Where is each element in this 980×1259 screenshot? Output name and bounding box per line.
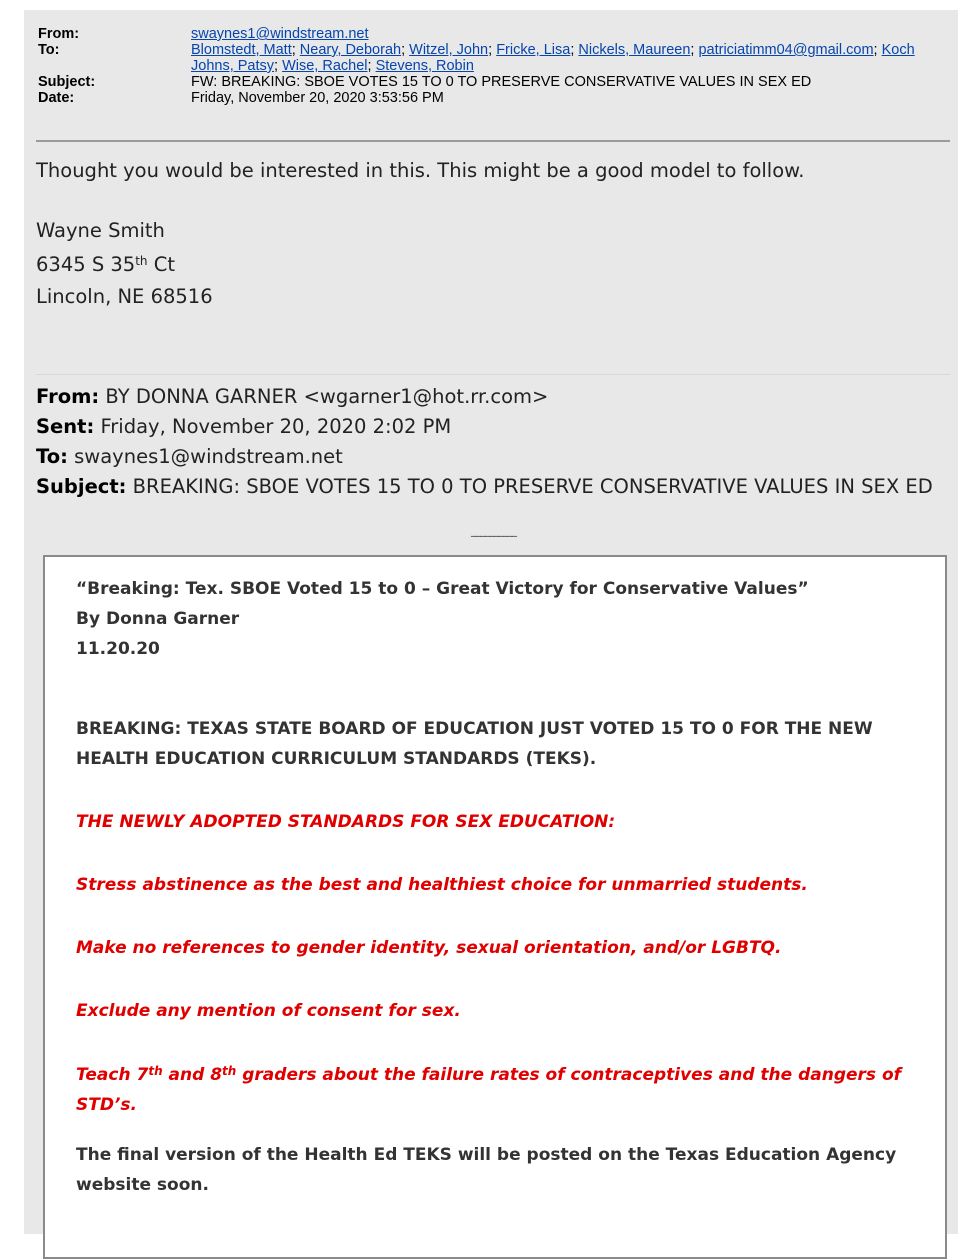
signature-name: Wayne Smith: [36, 219, 165, 242]
point4-part: graders about the failure rates of contraceptives and the dangers of STD’s.: [76, 1065, 902, 1115]
fwd-sent-value: Friday, November 20, 2020 2:02 PM: [94, 415, 452, 438]
header-date-label: Date:: [38, 90, 75, 106]
header-recipients: [191, 42, 952, 74]
fwd-from-value: BY DONNA GARNER <wgarner1@hot.rr.com>: [99, 385, 549, 408]
signature-city: Lincoln, NE 68516: [36, 285, 213, 308]
fwd-sent-row: [36, 412, 933, 442]
standard-point-4: [76, 1060, 926, 1120]
header-from-row: [38, 26, 952, 42]
fwd-to-label: To:: [36, 445, 68, 468]
fwd-sent-label: Sent:: [36, 415, 95, 438]
recipient-link[interactable]: Nickels, Maureen: [578, 42, 691, 58]
address-superscript: th: [135, 254, 148, 268]
recipient-link[interactable]: Blomstedt, Matt: [191, 42, 292, 58]
recipient-link[interactable]: Koch Johns, Patsy: [191, 42, 915, 74]
article-final-note: The final version of the Health Ed TEKS will be posted on the Texas Education Agency website soon.: [76, 1145, 897, 1195]
recipient-link[interactable]: Wise, Rachel: [282, 58, 368, 74]
header-date-row: [38, 90, 952, 106]
point4-part: and 8: [162, 1065, 223, 1085]
standard-point-3: Exclude any mention of consent for sex.: [76, 1001, 461, 1021]
recipient-separator: ;: [291, 42, 300, 58]
recipient-link[interactable]: Neary, Deborah: [299, 42, 402, 58]
header-subject-value: FW: BREAKING: SBOE VOTES 15 TO 0 TO PRESERVE CONSERVATIVE VALUES IN SEX ED: [191, 74, 812, 90]
forward-divider: [36, 374, 950, 375]
article-breaking: BREAKING: TEXAS STATE BOARD OF EDUCATION JUST VOTED 15 TO 0 FOR THE NEW HEALTH EDUCATION CURRICULUM STANDARDS (TEKS).: [76, 719, 873, 769]
standards-heading: THE NEWLY ADOPTED STANDARDS FOR SEX EDUCATION:: [76, 812, 616, 832]
recipient-separator: ;: [274, 58, 283, 74]
recipient-separator: ;: [690, 42, 699, 58]
fwd-from-row: [36, 382, 933, 412]
fwd-subject-value: BREAKING: SBOE VOTES 15 TO 0 TO PRESERVE CONSERVATIVE VALUES IN SEX ED: [126, 475, 933, 498]
fwd-subject-row: [36, 472, 933, 502]
header-subject-row: [38, 74, 952, 90]
address-suffix: Ct: [147, 253, 175, 276]
point4-part: Teach 7: [76, 1065, 149, 1085]
recipient-separator: ;: [401, 42, 410, 58]
header-date-value: Friday, November 20, 2020 3:53:56 PM: [191, 90, 444, 106]
recipient-link[interactable]: Stevens, Robin: [375, 58, 474, 74]
fwd-subject-label: Subject:: [36, 475, 127, 498]
article-date: 11.20.20: [76, 639, 160, 659]
message-intro: Thought you would be interested in this. This might be a good model to follow.: [36, 159, 805, 182]
fwd-to-row: [36, 442, 933, 472]
recipient-separator: ;: [367, 58, 376, 74]
point4-superscript: th: [222, 1064, 237, 1078]
point4-superscript: th: [148, 1064, 163, 1078]
fwd-from-label: From:: [36, 385, 100, 408]
recipient-link[interactable]: Witzel, John: [409, 42, 489, 58]
email-page: [24, 10, 958, 1234]
signature-address: [36, 250, 936, 280]
standard-point-1: Stress abstinence as the best and healthiest choice for unmarried students.: [76, 875, 808, 895]
recipient-link[interactable]: patriciatimm04@gmail.com: [698, 42, 874, 58]
recipient-separator: ;: [570, 42, 579, 58]
header-divider: [36, 140, 950, 142]
fwd-to-value: swaynes1@windstream.net: [67, 445, 343, 468]
recipient-separator: ;: [488, 42, 497, 58]
header-to-label: To:: [38, 42, 60, 58]
article-box: [43, 555, 947, 1259]
recipient-separator: ;: [873, 42, 882, 58]
recipient-link[interactable]: Fricke, Lisa: [496, 42, 571, 58]
header-from-label: From:: [38, 26, 80, 42]
header-to-row: [38, 42, 952, 74]
article-byline: By Donna Garner: [76, 609, 240, 629]
forward-separator-line: __________: [471, 524, 516, 537]
header-subject-label: Subject:: [38, 74, 96, 90]
article-title: “Breaking: Tex. SBOE Voted 15 to 0 – Great Victory for Conservative Values”: [76, 579, 809, 599]
address-street: 6345 S 35: [36, 253, 136, 276]
header-from-link[interactable]: swaynes1@windstream.net: [191, 26, 369, 42]
standard-point-2: Make no references to gender identity, sexual orientation, and/or LGBTQ.: [76, 938, 782, 958]
forwarded-header: [36, 382, 933, 502]
email-header: [38, 26, 952, 106]
